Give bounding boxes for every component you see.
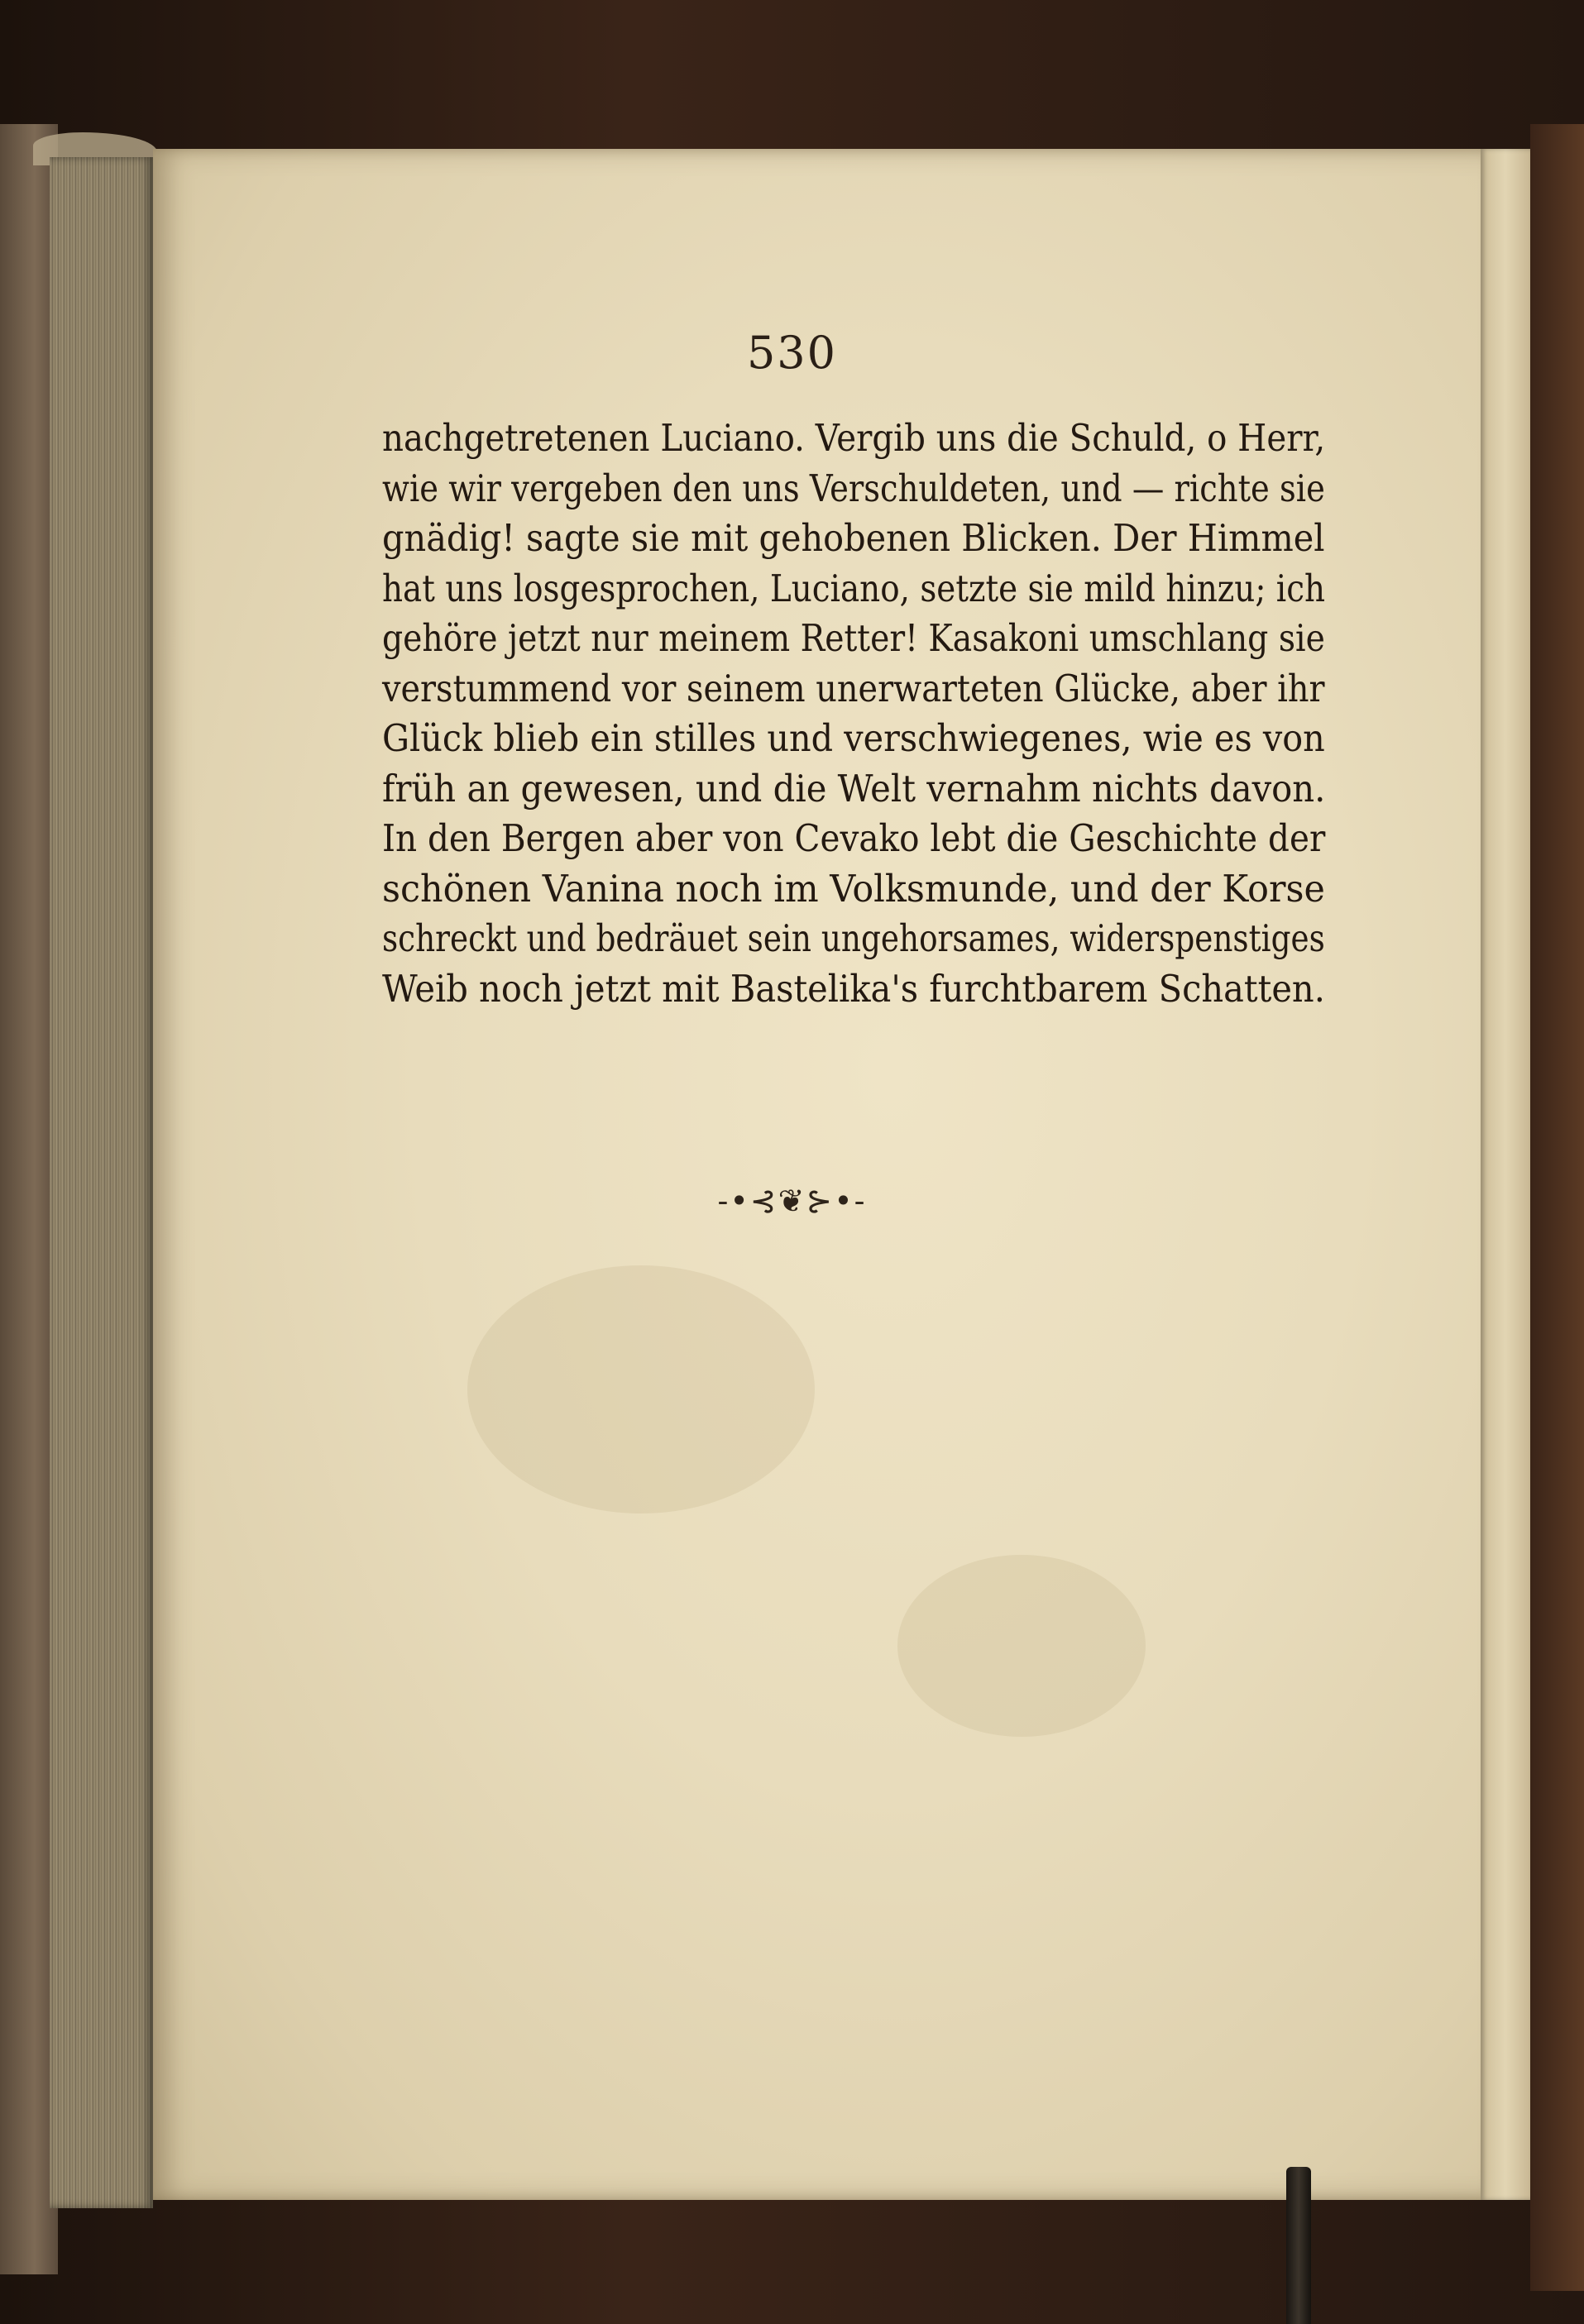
paper-stain: [897, 1555, 1146, 1737]
text-line: schreckt und bedräuet sein ungehorsames, widerspenstiges: [382, 916, 1325, 960]
bookmark-ribbon: [1286, 2167, 1311, 2324]
page-body-text: [382, 414, 1325, 1014]
next-page-edge: [1481, 149, 1530, 2200]
paper-stain: [467, 1265, 815, 1513]
text-line: schönen Vanina noch im Volksmunde, und der Korse: [382, 866, 1325, 911]
page-number: 530: [746, 327, 838, 379]
text-line: verstummend vor seinem unerwarteten Glücke, aber ihr: [382, 666, 1325, 710]
text-line: früh an gewesen, und die Welt vernahm nichts davon.: [382, 766, 1326, 811]
text-line: In den Bergen aber von Cevako lebt die Geschichte der: [382, 816, 1326, 860]
text-line: Weib noch jetzt mit Bastelika's furchtbarem Schatten.: [382, 966, 1325, 1011]
text-line: gehöre jetzt nur meinem Retter! Kasakoni umschlang sie: [382, 616, 1325, 660]
text-line: Glück blieb ein stilles und verschwiegenes, wie es von: [382, 716, 1325, 760]
end-ornament: -•⊰❦⊱•-: [717, 1183, 867, 1219]
text-line: hat uns losgesprochen, Luciano, setzte sie mild hinzu; ich: [382, 566, 1326, 610]
text-line: wie wir vergeben den uns Verschuldeten, und — richte sie: [382, 466, 1325, 510]
text-line: nachgetretenen Luciano. Vergib uns die Schuld, o Herr,: [382, 416, 1326, 460]
text-line: gnädig! sagte sie mit gehobenen Blicken. Der Himmel: [382, 516, 1325, 560]
